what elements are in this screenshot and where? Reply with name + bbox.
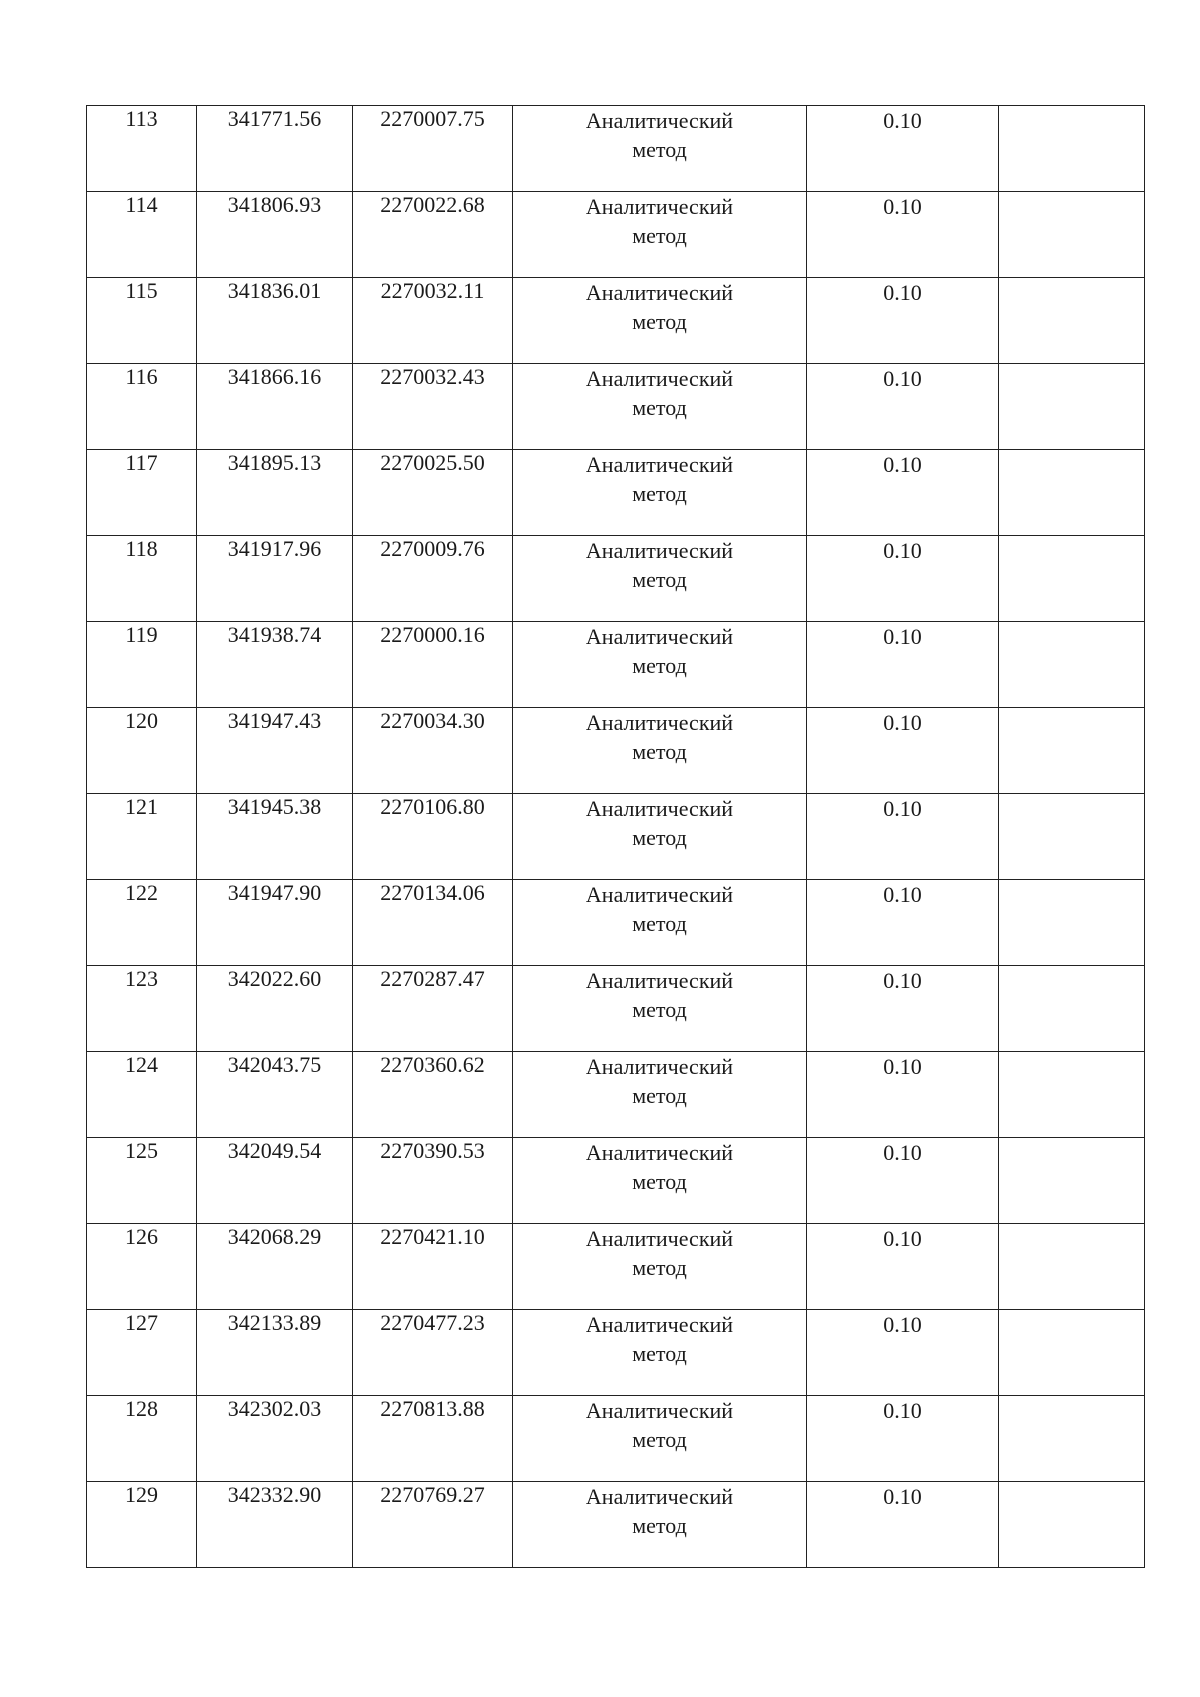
method-line1: Аналитический — [585, 366, 734, 391]
accuracy-cell — [807, 708, 999, 794]
x-coordinate-cell-text: 342022.60 — [227, 966, 322, 991]
method-line2: метод — [632, 653, 687, 678]
accuracy-cell-text: 0.10 — [883, 366, 922, 391]
method-line1: Аналитический — [585, 1398, 734, 1423]
table-row — [87, 1310, 1145, 1396]
method-line2: метод — [632, 1513, 687, 1538]
accuracy-cell-text: 0.10 — [883, 538, 922, 563]
method-cell — [513, 1052, 807, 1138]
y-coordinate-cell — [353, 450, 513, 536]
y-coordinate-cell — [353, 622, 513, 708]
method-cell — [513, 1310, 807, 1396]
note-cell — [999, 1052, 1145, 1138]
method-line1: Аналитический — [585, 1312, 734, 1337]
x-coordinate-cell — [197, 1482, 353, 1568]
table-row — [87, 106, 1145, 192]
accuracy-cell-text: 0.10 — [883, 796, 922, 821]
coordinates-table-body — [87, 106, 1145, 1568]
method-line1: Аналитический — [585, 968, 734, 993]
point-number-cell — [87, 1138, 197, 1224]
point-number-cell-text: 129 — [125, 1482, 158, 1507]
method-line1: Аналитический — [585, 1226, 734, 1251]
x-coordinate-cell-text: 342133.89 — [227, 1310, 322, 1335]
accuracy-cell-text: 0.10 — [883, 452, 922, 477]
method-cell — [513, 966, 807, 1052]
y-coordinate-cell — [353, 192, 513, 278]
table-row — [87, 536, 1145, 622]
point-number-cell — [87, 1396, 197, 1482]
accuracy-cell — [807, 106, 999, 192]
point-number-cell — [87, 1310, 197, 1396]
accuracy-cell-text: 0.10 — [883, 1484, 922, 1509]
note-cell — [999, 794, 1145, 880]
method-cell — [513, 1396, 807, 1482]
x-coordinate-cell-text: 341947.43 — [227, 708, 322, 733]
method-line2: метод — [632, 137, 687, 162]
x-coordinate-cell-text: 341806.93 — [227, 192, 322, 217]
point-number-cell — [87, 794, 197, 880]
method-line1: Аналитический — [585, 1054, 734, 1079]
point-number-cell-text: 119 — [125, 622, 158, 647]
accuracy-cell — [807, 1482, 999, 1568]
method-line2: метод — [632, 997, 687, 1022]
x-coordinate-cell — [197, 1310, 353, 1396]
point-number-cell — [87, 536, 197, 622]
method-line2: метод — [632, 395, 687, 420]
point-number-cell-text: 124 — [125, 1052, 158, 1077]
accuracy-cell — [807, 794, 999, 880]
method-cell — [513, 364, 807, 450]
method-line2: метод — [632, 567, 687, 592]
method-line1: Аналитический — [585, 538, 734, 563]
y-coordinate-cell-text: 2270034.30 — [380, 708, 485, 733]
point-number-cell-text: 121 — [125, 794, 158, 819]
point-number-cell-text: 117 — [125, 450, 158, 475]
point-number-cell-text: 113 — [125, 106, 158, 131]
point-number-cell-text: 115 — [125, 278, 158, 303]
accuracy-cell — [807, 1138, 999, 1224]
x-coordinate-cell — [197, 1224, 353, 1310]
y-coordinate-cell-text: 2270009.76 — [380, 536, 485, 561]
y-coordinate-cell-text: 2270477.23 — [380, 1310, 485, 1335]
point-number-cell-text: 122 — [125, 880, 158, 905]
y-coordinate-cell — [353, 1138, 513, 1224]
method-line2: метод — [632, 309, 687, 334]
method-line1: Аналитический — [585, 710, 734, 735]
method-line1: Аналитический — [585, 108, 734, 133]
y-coordinate-cell-text: 2270287.47 — [380, 966, 485, 991]
x-coordinate-cell — [197, 536, 353, 622]
x-coordinate-cell — [197, 966, 353, 1052]
note-cell — [999, 364, 1145, 450]
accuracy-cell — [807, 1396, 999, 1482]
table-row — [87, 450, 1145, 536]
method-line1: Аналитический — [585, 1484, 734, 1509]
y-coordinate-cell — [353, 106, 513, 192]
accuracy-cell — [807, 1224, 999, 1310]
accuracy-cell-text: 0.10 — [883, 194, 922, 219]
y-coordinate-cell — [353, 1396, 513, 1482]
method-cell — [513, 536, 807, 622]
accuracy-cell-text: 0.10 — [883, 1140, 922, 1165]
x-coordinate-cell — [197, 794, 353, 880]
y-coordinate-cell — [353, 1482, 513, 1568]
point-number-cell — [87, 1052, 197, 1138]
note-cell — [999, 278, 1145, 364]
accuracy-cell — [807, 192, 999, 278]
x-coordinate-cell-text: 341771.56 — [227, 106, 322, 131]
x-coordinate-cell — [197, 1138, 353, 1224]
table-row — [87, 1138, 1145, 1224]
method-line2: метод — [632, 481, 687, 506]
table-row — [87, 1052, 1145, 1138]
method-line2: метод — [632, 1341, 687, 1366]
y-coordinate-cell-text: 2270000.16 — [380, 622, 485, 647]
accuracy-cell-text: 0.10 — [883, 624, 922, 649]
y-coordinate-cell — [353, 880, 513, 966]
method-line1: Аналитический — [585, 882, 734, 907]
x-coordinate-cell-text: 341836.01 — [227, 278, 322, 303]
method-cell — [513, 1482, 807, 1568]
x-coordinate-cell-text: 342068.29 — [227, 1224, 322, 1249]
note-cell — [999, 536, 1145, 622]
point-number-cell — [87, 622, 197, 708]
y-coordinate-cell-text: 2270360.62 — [380, 1052, 485, 1077]
y-coordinate-cell — [353, 1224, 513, 1310]
x-coordinate-cell — [197, 880, 353, 966]
table-row — [87, 1482, 1145, 1568]
point-number-cell-text: 126 — [125, 1224, 158, 1249]
y-coordinate-cell-text: 2270025.50 — [380, 450, 485, 475]
table-row — [87, 1224, 1145, 1310]
method-line2: метод — [632, 1427, 687, 1452]
note-cell — [999, 1482, 1145, 1568]
accuracy-cell-text: 0.10 — [883, 710, 922, 735]
table-row — [87, 364, 1145, 450]
accuracy-cell-text: 0.10 — [883, 1054, 922, 1079]
point-number-cell-text: 128 — [125, 1396, 158, 1421]
method-line2: метод — [632, 1083, 687, 1108]
method-line2: метод — [632, 911, 687, 936]
y-coordinate-cell-text: 2270769.27 — [380, 1482, 485, 1507]
coordinates-table — [86, 105, 1145, 1568]
accuracy-cell-text: 0.10 — [883, 1226, 922, 1251]
method-line1: Аналитический — [585, 194, 734, 219]
method-cell — [513, 1138, 807, 1224]
method-line1: Аналитический — [585, 280, 734, 305]
x-coordinate-cell-text: 341945.38 — [227, 794, 322, 819]
accuracy-cell — [807, 364, 999, 450]
x-coordinate-cell-text: 341895.13 — [227, 450, 322, 475]
method-line2: метод — [632, 1169, 687, 1194]
accuracy-cell-text: 0.10 — [883, 968, 922, 993]
note-cell — [999, 1310, 1145, 1396]
x-coordinate-cell-text: 341866.16 — [227, 364, 322, 389]
accuracy-cell — [807, 880, 999, 966]
method-cell — [513, 192, 807, 278]
x-coordinate-cell — [197, 192, 353, 278]
table-row — [87, 622, 1145, 708]
accuracy-cell-text: 0.10 — [883, 108, 922, 133]
table-row — [87, 192, 1145, 278]
accuracy-cell — [807, 622, 999, 708]
point-number-cell — [87, 1482, 197, 1568]
y-coordinate-cell — [353, 278, 513, 364]
x-coordinate-cell — [197, 278, 353, 364]
method-cell — [513, 278, 807, 364]
x-coordinate-cell-text: 341938.74 — [227, 622, 322, 647]
note-cell — [999, 192, 1145, 278]
y-coordinate-cell-text: 2270421.10 — [380, 1224, 485, 1249]
accuracy-cell-text: 0.10 — [883, 1312, 922, 1337]
method-cell — [513, 794, 807, 880]
x-coordinate-cell-text: 342043.75 — [227, 1052, 322, 1077]
point-number-cell — [87, 106, 197, 192]
x-coordinate-cell — [197, 106, 353, 192]
method-cell — [513, 1224, 807, 1310]
y-coordinate-cell — [353, 708, 513, 794]
point-number-cell-text: 114 — [125, 192, 158, 217]
point-number-cell-text: 118 — [125, 536, 158, 561]
point-number-cell — [87, 1224, 197, 1310]
method-line2: метод — [632, 739, 687, 764]
note-cell — [999, 1138, 1145, 1224]
table-row — [87, 880, 1145, 966]
accuracy-cell — [807, 1052, 999, 1138]
note-cell — [999, 450, 1145, 536]
x-coordinate-cell — [197, 1396, 353, 1482]
method-line2: метод — [632, 1255, 687, 1280]
point-number-cell — [87, 708, 197, 794]
method-cell — [513, 708, 807, 794]
method-cell — [513, 106, 807, 192]
table-row — [87, 794, 1145, 880]
method-line1: Аналитический — [585, 796, 734, 821]
point-number-cell — [87, 880, 197, 966]
point-number-cell — [87, 192, 197, 278]
accuracy-cell — [807, 278, 999, 364]
x-coordinate-cell-text: 341917.96 — [227, 536, 322, 561]
y-coordinate-cell-text: 2270106.80 — [380, 794, 485, 819]
x-coordinate-cell — [197, 364, 353, 450]
note-cell — [999, 708, 1145, 794]
x-coordinate-cell-text: 342049.54 — [227, 1138, 322, 1163]
y-coordinate-cell — [353, 794, 513, 880]
accuracy-cell — [807, 1310, 999, 1396]
note-cell — [999, 1224, 1145, 1310]
accuracy-cell-text: 0.10 — [883, 280, 922, 305]
note-cell — [999, 106, 1145, 192]
point-number-cell-text: 125 — [125, 1138, 158, 1163]
y-coordinate-cell-text: 2270032.11 — [380, 278, 485, 303]
y-coordinate-cell-text: 2270022.68 — [380, 192, 485, 217]
table-row — [87, 966, 1145, 1052]
y-coordinate-cell — [353, 1052, 513, 1138]
y-coordinate-cell-text: 2270134.06 — [380, 880, 485, 905]
point-number-cell — [87, 364, 197, 450]
accuracy-cell — [807, 450, 999, 536]
note-cell — [999, 1396, 1145, 1482]
point-number-cell-text: 123 — [125, 966, 158, 991]
y-coordinate-cell-text: 2270813.88 — [380, 1396, 485, 1421]
note-cell — [999, 880, 1145, 966]
table-row — [87, 1396, 1145, 1482]
method-line2: метод — [632, 825, 687, 850]
method-line1: Аналитический — [585, 624, 734, 649]
y-coordinate-cell — [353, 536, 513, 622]
x-coordinate-cell — [197, 708, 353, 794]
accuracy-cell — [807, 536, 999, 622]
method-cell — [513, 450, 807, 536]
table-row — [87, 278, 1145, 364]
point-number-cell-text: 120 — [125, 708, 158, 733]
point-number-cell — [87, 966, 197, 1052]
method-line2: метод — [632, 223, 687, 248]
method-cell — [513, 880, 807, 966]
point-number-cell — [87, 450, 197, 536]
method-cell — [513, 622, 807, 708]
y-coordinate-cell-text: 2270032.43 — [380, 364, 485, 389]
table-row — [87, 708, 1145, 794]
x-coordinate-cell — [197, 1052, 353, 1138]
x-coordinate-cell-text: 342302.03 — [227, 1396, 322, 1421]
accuracy-cell — [807, 966, 999, 1052]
method-line1: Аналитический — [585, 452, 734, 477]
accuracy-cell-text: 0.10 — [883, 1398, 922, 1423]
y-coordinate-cell — [353, 1310, 513, 1396]
y-coordinate-cell-text: 2270007.75 — [380, 106, 485, 131]
y-coordinate-cell-text: 2270390.53 — [380, 1138, 485, 1163]
x-coordinate-cell-text: 341947.90 — [227, 880, 322, 905]
x-coordinate-cell-text: 342332.90 — [227, 1482, 322, 1507]
method-line1: Аналитический — [585, 1140, 734, 1165]
note-cell — [999, 622, 1145, 708]
accuracy-cell-text: 0.10 — [883, 882, 922, 907]
point-number-cell-text: 116 — [125, 364, 158, 389]
x-coordinate-cell — [197, 622, 353, 708]
y-coordinate-cell — [353, 364, 513, 450]
x-coordinate-cell — [197, 450, 353, 536]
point-number-cell-text: 127 — [125, 1310, 158, 1335]
point-number-cell — [87, 278, 197, 364]
note-cell — [999, 966, 1145, 1052]
y-coordinate-cell — [353, 966, 513, 1052]
